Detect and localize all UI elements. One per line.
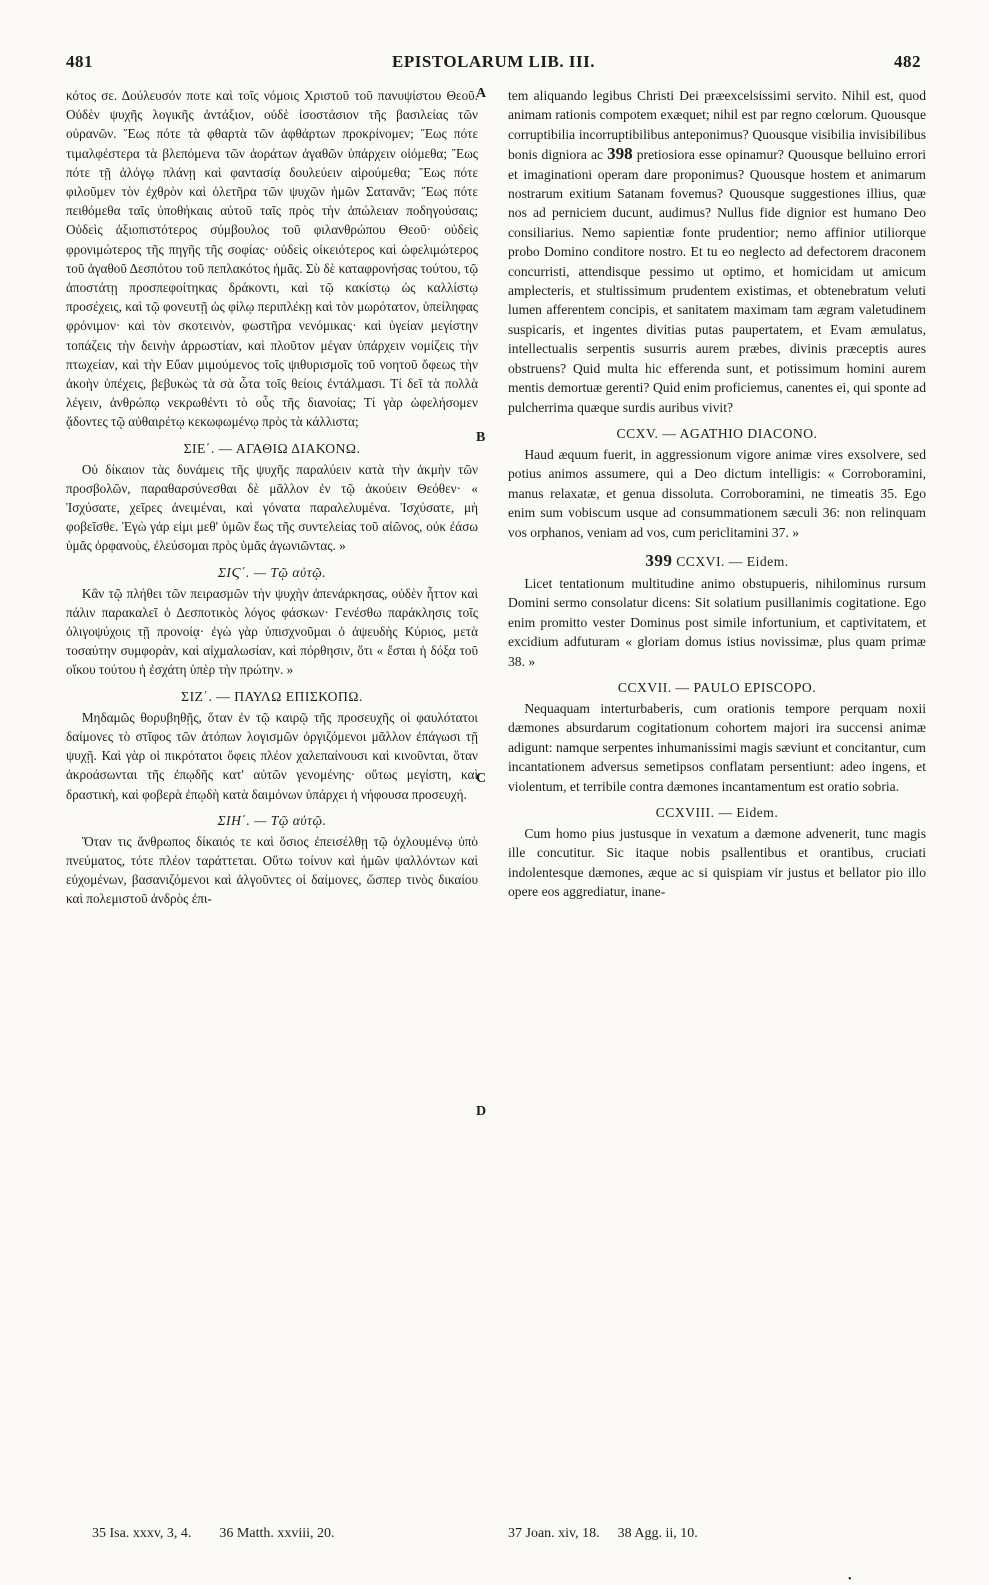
greek-heading-218: ΣΙΗ΄. — Τῷ αὐτῷ. bbox=[217, 812, 327, 828]
margin-mark-d: D bbox=[476, 1104, 487, 1119]
latin-heading-215: CCXV. — AGATHIO DIACONO. bbox=[616, 425, 818, 441]
latin-heading-216: CCXVI. — Eidem. bbox=[676, 553, 789, 569]
latin-text-part2: pretiosiora esse opinamur? Quousque belluino errori et imaginationi operam dare proponimus? Quousque hostem et animarum nostrarum exitium Satanam fovemus? Quousque suggestiones illius, quæ nos ad perniciem ducunt, audimus? Nullus fide dignior est humano Deo consiliarius. Nemo sapientiæ fonte prudentior; nemo affinior utiliorque probo Domino conditore nostro. Et tu eo neglecto ad defectorem draconem concurristi, attendisque pessimo ut optimo, et homicidam ut amicum amplecteris, et stultissimum prudentem existimas, et obtenebratum veluti lumen afferentem concipis, et sanitatem maximam tam ægram valetudinem suspicaris, et ingentes divitias putas paupertatem, et Evam æmulatus, intellectualis serpentis susurris aurem præbes, divinis præceptis aures obstruens? Quid multa hic efferenda sunt, et potissimum homini aurem mentis demortuæ gerenti? Quid enim proficiemus, canentes ei, qui sponte ad pulcherrima quæque surdis auribus vivit? bbox=[508, 147, 927, 415]
greek-letter-217: Μηδαμῶς θορυβηθῇς, ὅταν ἐν τῷ καιρῷ τῆς προσευχῆς οἱ φαυλότατοι δαίμονες τὸ στῖφος τῶν ἀτόπων λογισμῶν ὀργιζόμενοι μᾶλλον ἐπάγωσι τῇ ψυχῇ. Καὶ γὰρ οἱ πικρότατοι ὄφεις πλέον χαλεπαίνουσι καὶ κινοῦνται, ὅταν ἀκροάσωνται τῆς ἐπῳδῆς κατ' αὐτῶν γενομένης· οὕτως μεγίστη, καὶ δραστικὴ, καὶ φοβερὰ ἐπῳδὴ κατὰ δαιμόνων ὑπάρχει ἡ νήφουσα προσευχή. bbox=[66, 709, 478, 802]
greek-heading-216: ΣΙϚ΄. — Τῷ αὐτῷ. bbox=[217, 564, 327, 580]
greek-letter-215: Οὐ δίκαιον τὰς δυνάμεις τῆς ψυχῆς παραλύειν κατὰ τὴν ἀκμὴν τῶν προσβολῶν, παραθαρσύνεσθαι δὲ μᾶλλον ἐν τῷ ἀκούειν Θεόθεν· « Ἰσχύσατε, χεῖρες ἀνειμέναι, καὶ γόνατα παραλελυμένα. Ἰσχύσατε, μὴ φοβεῖσθε. Ἐγὼ γάρ εἰμι μεθ' ὑμῶν ἕως τῆς συντελείας τοῦ αἰῶνος, οὐκ ἐάσω ὑμᾶς ὀρφανοὺς, ἐλεύσομαι πρὸς ὑμᾶς ἀγωνιῶντας. » bbox=[66, 461, 478, 554]
column-number-399: 399 bbox=[645, 550, 673, 570]
latin-letter-text bbox=[508, 86, 926, 417]
greek-letter-text: κότος σε. Δούλευσόν ποτε καὶ τοῖς νόμοις Χριστοῦ τοῦ πανυψίστου Θεοῦ. Οὐδὲν ψυχῆς λογικῆς ἀντάξιον, οὐδὲ ἰσοστάσιον τῆς βασιλείας τῶν οὐρανῶν. Ἕως πότε τὰ φθαρτὰ τῶν ἀφθάρτων προκρίνομεν; Ἕως πότε τιμαλφέστερα τὰ βλεπόμενα τῶν ἀοράτων ἀγαθῶν ὑπάρχειν οἰόμεθα; Ἕως πότε τῇ ἀλόγῳ πλάνῃ καὶ φαντασίᾳ δουλεύειν αἱρούμεθα; Ἕως πότε φιλοῦμεν τὸν ἐχθρὸν καὶ ὀλετῆρα τῶν ψυχῶν ἡμῶν Σατανᾶν; Ἕως πότε πειθόμεθα ταῖς ὑποθήκαις αὐτοῦ ταῖς πρὸς τὴν ἀπώλειαν ποδηγούσαις; Οὐδεὶς ἀξιοπιστότερος σύμβουλος τοῦ φιλανθρώπου Θεοῦ· οὐδεὶς φρονιμώτερος τῆς πηγῆς τῆς σοφίας· οὐδεὶς οἰκειότερος καὶ ὠφελιμώτερος τοῦ ἀγαθοῦ Δεσπότου τοῦ πεπλακότος ἡμᾶς. Σὺ δὲ καταφρονήσας τούτου, τῷ ἀποστάτῃ προσπεφοίτηκας δράκοντι, καὶ τῷ κακίστῳ ὡς καλλίστῳ προσέχεις, καὶ τῷ φονευτῇ ὡς φίλῳ περιπλέκῃ καὶ τὸν μωρότατον, ὑπείληφας φρόνιμον· καὶ τὸν σκοτεινὸν, φωστῆρα νενόμικας· καὶ ὑγείαν μεγίστην τοπάζεις τὴν δεινὴν ἀρρωστίαν, καὶ πλοῦτον μέγαν ὑπάρχειν νομίζεις τὴν πτωχείαν, καὶ τὴν Εὔαν μιμούμενος τοῖς ψιθυρισμοῖς τοῦ νοητοῦ ὄφεως τὴν ἀκοὴν ὑπέχεις, βεβυκὼς τὰ σὰ ὦτα τοῖς θείοις ἐντάλμασι. Τί δεῖ τὰ πολλὰ λέγειν, ἀνθρώπῳ νεκρωθέντι τὸ οὖς τῆς διανοίας; Τί γὰρ ὠφελήσομεν ᾄδοντες τῷ αὐθαιρέτῳ κεκωφωμένῳ πρὸς τὰ κάλλιστα; bbox=[66, 88, 478, 430]
bullet-mark: • bbox=[848, 1574, 852, 1585]
greek-letter-218: Ὅταν τις ἄνθρωπος δίκαιός τε καὶ ὅσιος ἐπεισέλθῃ τῷ ὀχλουμένῳ ὑπὸ πνεύματος, τότε πλέον ταράττεται. Οὕτω τοίνυν καὶ ἡμῶν ψαλλόντων καὶ εὐχομένων, βασανιζόμενοι καὶ ἀλγοῦντες οἱ δαίμονες, ὥσπερ τινὸς δικαίου καὶ πολεμιστοῦ ἀνδρὸς ἐπι- bbox=[66, 833, 478, 907]
latin-letter-218: Cum homo pius justusque in vexatum a dæmone advenerit, tunc magis ille concutitur. Sic itaque nobis psallentibus et orantibus, cruciati indolentesque dæmones, æque ac si quispiam vir justus et bellator pio illo opere eos aggrediatur, inane- bbox=[508, 826, 926, 900]
running-title: EPISTOLARUM LIB. III. bbox=[392, 52, 595, 71]
greek-letter-216: Κἂν τῷ πλήθει τῶν πειρασμῶν τὴν ψυχὴν ἀπενάρκησας, οὐδὲν ἧττον καὶ πάλιν παρακαλεῖ ὁ Δεσποτικὸς λόγος φάσκων· Γενέσθω παράκλησις τοῖς ὀλιγοψύχοις τῇ προνοίᾳ· ἐγὼ γὰρ ὑπισχνοῦμαι ὁ ἀψευδὴς Κύριος, μετὰ τοσαύτην συμφορὰν, καὶ αἰχμαλωσίαν, καὶ πόρθησιν, ὅτι « ἔσται ἡ δόξα τοῦ οἴκου τούτου ἡ ἐσχάτη ὑπὲρ τὴν πρώτην. » bbox=[66, 585, 478, 678]
footnote-37: 37 Joan. xiv, 18. bbox=[508, 1526, 600, 1541]
latin-letter-216: Licet tentationum multitudine animo obstupueris, nihilominus rursum Domini sermo consolatur dicens: Sit solatium pusillanimis cogitatione. Ego enim promitto vester Dominus post simile infortunium, et captivitatem, et excidium adfuturam « gloriam domus istius novissimæ, plus quam primæ 38. » bbox=[508, 575, 926, 669]
latin-letter-217: Nequaquam interturbaberis, cum orationis tempore perquam noxii dæmones absurdarum cogitationum cohortem majori ira succensi animæ adigunt: namque serpentes inhumanissimi magis sæviunt et concitantur, cum incantationem adversus semetipsos conflatam persentiunt: adeo ingens, et violentum, et terribile contra dæmones incantamentum est oratio sobria. bbox=[508, 700, 926, 794]
margin-mark-a: A bbox=[476, 86, 487, 101]
margin-mark-b: B bbox=[476, 430, 486, 445]
footnote-35: 35 Isa. xxxv, 3, 4. bbox=[92, 1526, 192, 1541]
greek-column bbox=[66, 86, 478, 909]
left-page-number: 481 bbox=[66, 52, 93, 71]
footnotes-right bbox=[508, 1526, 908, 1542]
footnote-36: 36 Matth. xxviii, 20. bbox=[219, 1526, 335, 1541]
latin-heading-216-wrap bbox=[508, 551, 926, 571]
column-number-398: 398 bbox=[607, 144, 633, 164]
latin-text-part1: tem aliquando legibus Christi Dei præexcelsissimi servito. Nihil est, quod animam rationis compotem exæquet; nihil est par regno cœlorum. Quousque corruptibilia incorruptibilibus anteponimus? Quousque visibilia invisibilibus bonis digniora ac bbox=[508, 88, 926, 163]
latin-letter-215: Haud æquum fuerit, in aggressionum vigore animæ vires exsolvere, sed potius animos assumere, qui a Deo dictum intelligis: « Corroboramini, manus relaxatæ, et genua dissoluta. Corroboramini, ne timeatis 35. Ego enim sum vobiscum usque ad consummationem sæculi 36: non relinquam vos orphanos, veniam ad vos, cum periclitamini 37. » bbox=[508, 446, 926, 540]
greek-heading-215: ΣΙΕ΄. — ΑΓΑΘΙΩ ΔΙΑΚΟΝΩ. bbox=[183, 440, 361, 456]
margin-mark-c: C bbox=[476, 771, 487, 786]
footnote-38: 38 Agg. ii, 10. bbox=[617, 1526, 698, 1541]
latin-column bbox=[508, 86, 926, 902]
latin-heading-218: CCXVIII. — Eidem. bbox=[655, 805, 779, 820]
footnotes-left bbox=[92, 1526, 472, 1542]
latin-heading-217: CCXVII. — PAULO EPISCOPO. bbox=[617, 679, 817, 695]
greek-heading-217: ΣΙΖ΄. — ΠΑΥΛΩ ΕΠΙΣΚΟΠΩ. bbox=[181, 688, 363, 704]
page-header bbox=[66, 52, 921, 78]
right-page-number: 482 bbox=[894, 52, 921, 71]
